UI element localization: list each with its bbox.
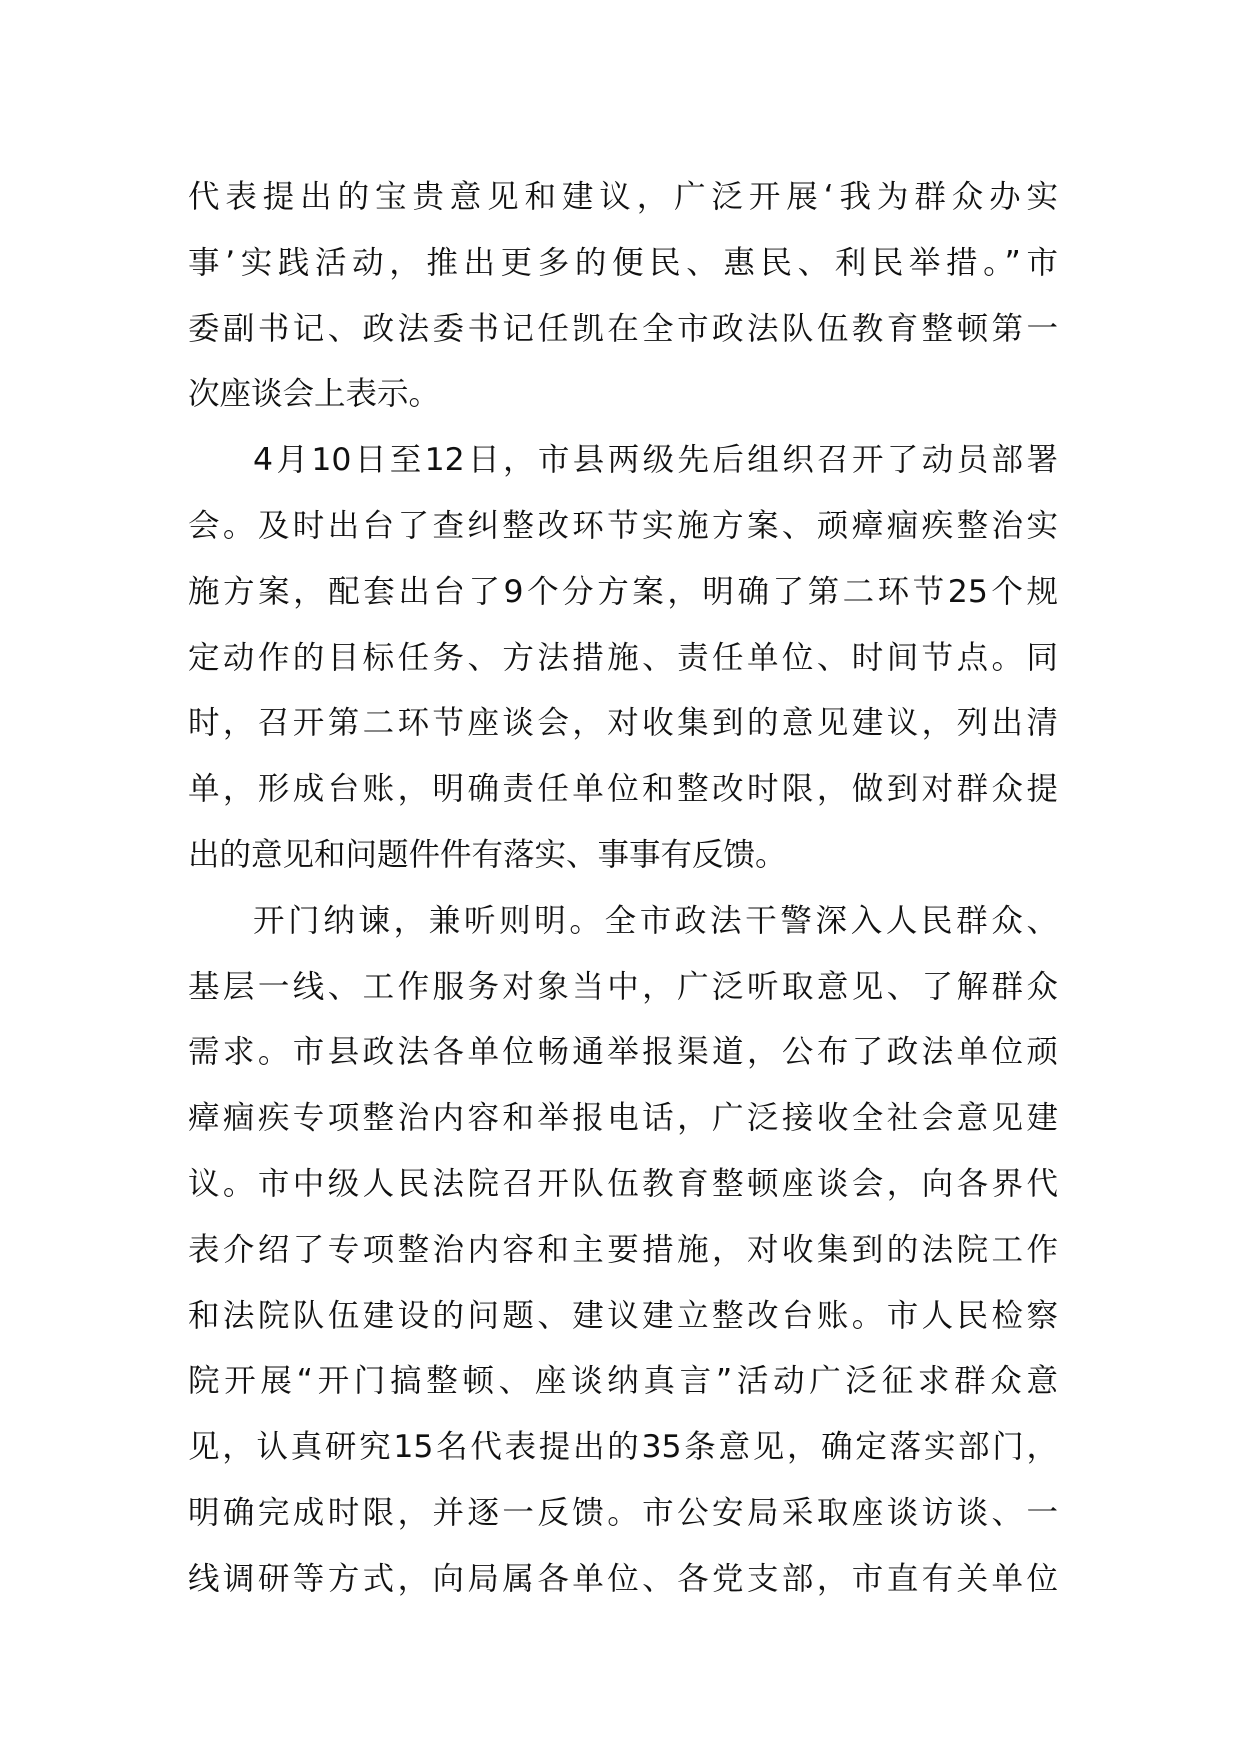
- text-line: 定动作的目标任务、方法措施、责任单位、时间节点。同: [188, 639, 1058, 676]
- text-line: 明确完成时限，并逐一反馈。市公安局采取座谈访谈、一: [188, 1494, 1058, 1531]
- text-line: 施方案，配套出台了9个分方案，明确了第二环节25个规: [188, 573, 1058, 610]
- text-line: 事’实践活动，推出更多的便民、惠民、利民举措。”市: [188, 244, 1058, 281]
- text-line: 开门纳谏，兼听则明。全市政法干警深入人民群众、: [253, 902, 1058, 939]
- text-line: 院开展“开门搞整顿、座谈纳真言”活动广泛征求群众意: [188, 1363, 1058, 1400]
- document-body: [188, 165, 1058, 1613]
- text-line: 议。市中级人民法院召开队伍教育整顿座谈会，向各界代: [188, 1165, 1058, 1202]
- text-line: 会。及时出台了查纠整改环节实施方案、顽瘴痼疾整治实: [188, 507, 1058, 544]
- text-line: 基层一线、工作服务对象当中，广泛听取意见、了解群众: [188, 968, 1058, 1005]
- text-line: 见，认真研究15名代表提出的35条意见，确定落实部门，: [188, 1429, 1058, 1466]
- text-line: 代表提出的宝贵意见和建议，广泛开展‘我为群众办实: [188, 179, 1058, 215]
- text-line: 委副书记、政法委书记任凯在全市政法队伍教育整顿第一: [188, 310, 1058, 347]
- text-line: 时，召开第二环节座谈会，对收集到的意见建议，列出清: [188, 705, 1058, 742]
- text-line: 出的意见和问题件件有落实、事事有反馈。: [188, 836, 787, 873]
- text-line: 表介绍了专项整治内容和主要措施，对收集到的法院工作: [188, 1231, 1058, 1268]
- text-line: 需求。市县政法各单位畅通举报渠道，公布了政法单位顽: [188, 1034, 1058, 1071]
- text-line: 4月10日至12日，市县两级先后组织召开了动员部署: [253, 442, 1058, 479]
- text-line: 和法院队伍建设的问题、建议建立整改台账。市人民检察: [188, 1297, 1058, 1334]
- text-line: 单，形成台账，明确责任单位和整改时限，做到对群众提: [188, 771, 1058, 808]
- text-line: 瘴痼疾专项整治内容和举报电话，广泛接收全社会意见建: [188, 1100, 1058, 1137]
- text-line: 次座谈会上表示。: [188, 376, 441, 413]
- text-line: 线调研等方式，向局属各单位、各党支部，市直有关单位: [188, 1560, 1058, 1597]
